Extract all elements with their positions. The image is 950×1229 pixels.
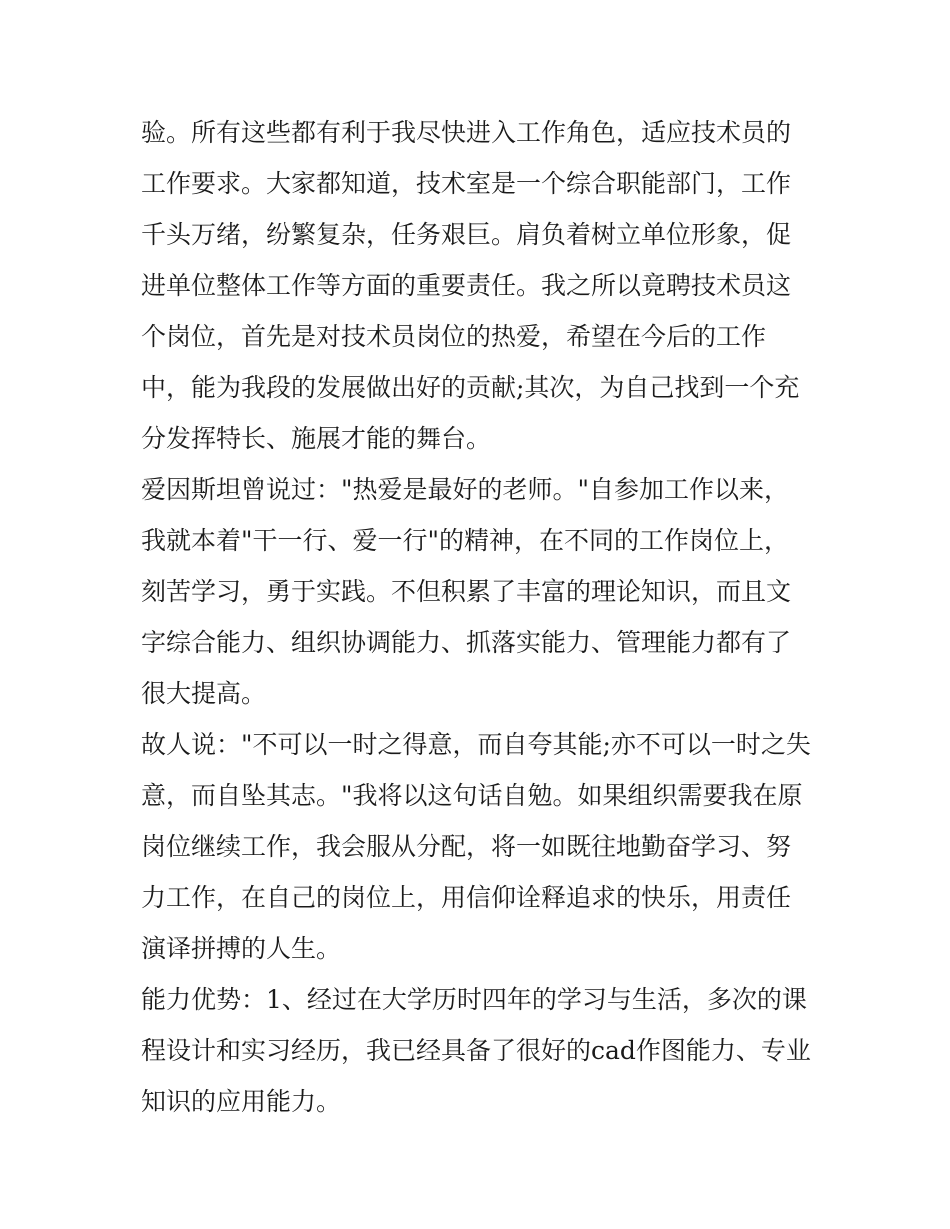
paragraph-einstein-quote: 爱因斯坦曾说过："热爱是最好的老师。"自参加工作以来，我就本着"干一行、爱一行"的精神，在不同的工作岗位上，刻苦学习，勇于实践。不但积累了丰富的理论知识，而且文字综合能力、组织协调能力、抓落实能力、管理能力都有了很大提高。: [141, 475, 792, 708]
paragraph-ability-advantages: 能力优势：1、经过在大学历时四年的学习与生活，多次的课程设计和实习经历，我已经具备了很好的cad作图能力、专业知识的应用能力。: [141, 985, 811, 1116]
paragraph-ancient-saying: 故人说："不可以一时之得意，而自夸其能;亦不可以一时之失意，而自坠其志。"我将以这句话自勉。如果组织需要我在原岗位继续工作，我会服从分配，将一如既往地勤奋学习、努力工作，在自己的岗位上，用信仰诠释追求的快乐，用责任演译拼搏的人生。: [141, 730, 811, 963]
document-body: [141, 107, 813, 1127]
paragraph-continuation: 验。所有这些都有利于我尽快进入工作角色，适应技术员的工作要求。大家都知道，技术室是一个综合职能部门，工作千头万绪，纷繁复杂，任务艰巨。肩负着树立单位形象，促进单位整体工作等方面的重要责任。我之所以竟聘技术员这个岗位，首先是对技术员岗位的热爱，希望在今后的工作中，能为我段的发展做出好的贡献;其次，为自己找到一个充分发挥特长、施展才能的舞台。: [141, 118, 800, 453]
